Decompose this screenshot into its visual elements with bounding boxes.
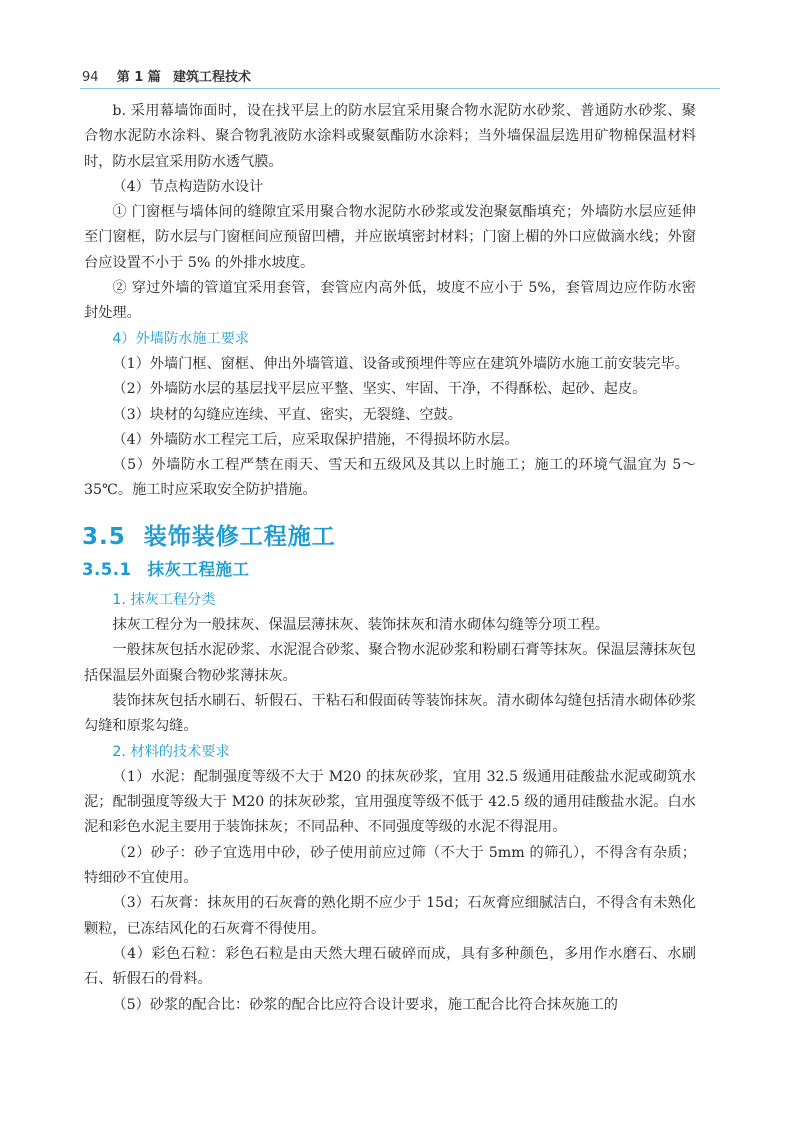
paragraph: （1）外墙门框、窗框、伸出外墙管道、设备或预埋件等应在建筑外墙防水施工前安装完毕。 — [112, 355, 689, 372]
subheading: 2. 材料的技术要求 — [112, 743, 230, 760]
page-number: 94 — [82, 70, 99, 85]
paragraph: （2）外墙防水层的基层找平层应平整、坚实、牢固、干净，不得酥松、起砂、起皮。 — [112, 381, 647, 398]
running-header — [82, 66, 251, 85]
subheading: 1. 抹灰工程分类 — [112, 591, 216, 608]
paragraph: （4）彩色石粒：彩色石粒是由天然大理石破碎而成，具有多种颜色，多用作水磨石、水刷石、斩假石的骨料。 — [84, 945, 696, 988]
part-title: 建筑工程技术 — [172, 70, 251, 85]
paragraph: ① 门窗框与墙体间的缝隙宜采用聚合物水泥防水砂浆或发泡聚氨酯填充；外墙防水层应延伸至门窗框，防水层与门窗框间应预留凹槽，并应嵌填密封材料；门窗上楣的外口应做滴水线；外窗台应设置不小于 5% 的外排水坡度。 — [84, 204, 696, 271]
section-number: 3.5 — [82, 523, 126, 550]
paragraph: （5）砂浆的配合比：砂浆的配合比应符合设计要求，施工配合比符合抹灰施工的 — [112, 996, 618, 1013]
subsection-number: 3.5.1 — [82, 559, 132, 579]
paragraph: 一般抹灰包括水泥砂浆、水泥混合砂浆、聚合物水泥砂浆和粉刷石膏等抹灰。保温层薄抹灰包括保温层外面聚合物砂浆薄抹灰。 — [84, 642, 696, 684]
paragraph: （4）节点构造防水设计 — [112, 178, 264, 195]
paragraph: b. 采用幕墙饰面时，设在找平层上的防水层宜采用聚合物水泥防水砂浆、普通防水砂浆、聚合物水泥防水涂料、聚合物乳液防水涂料或聚氨酯防水涂料；当外墙保温层选用矿物棉保温材料时，防水层宜采用防水透气膜。 — [84, 103, 696, 170]
part-label: 第 1 篇 — [116, 70, 161, 85]
body-text — [84, 99, 696, 1018]
section-title: 装饰装修工程施工 — [143, 523, 336, 550]
paragraph: ② 穿过外墙的管道宜采用套管，套管应内高外低，坡度不应小于 5%，套管周边应作防水密封处理。 — [84, 280, 696, 322]
paragraph: （4）外墙防水工程完工后，应采取保护措施，不得损坏防水层。 — [112, 431, 519, 448]
subsection-title: 抹灰工程施工 — [147, 559, 250, 579]
subheading: 4）外墙防水施工要求 — [112, 330, 250, 347]
paragraph: （1）水泥：配制强度等级不大于 M20 的抹灰砂浆，宜用 32.5 级通用硅酸盐水泥或砌筑水泥；配制强度等级大于 M20 的抹灰砂浆，宜用强度等级不低于 42.5 级的通用硅酸盐水泥。白水泥和彩色水泥主要用于装饰抹灰；不同品种、不同强度等级的水泥不得混用。 — [84, 768, 696, 836]
header-rule — [80, 88, 720, 89]
section-heading — [82, 522, 696, 552]
paragraph: （3）石灰膏：抹灰用的石灰膏的熟化期不应少于 15d；石灰膏应细腻洁白，不得含有未熟化颗粒，已冻结风化的石灰膏不得使用。 — [84, 895, 696, 937]
paragraph: （3）块材的勾缝应连续、平直、密实，无裂缝、空鼓。 — [112, 406, 462, 423]
paragraph: （5）外墙防水工程严禁在雨天、雪天和五级风及其以上时施工；施工的环境气温宜为 5～35℃。施工时应采取安全防护措施。 — [84, 457, 696, 499]
paragraph: 装饰抹灰包括水刷石、斩假石、干粘石和假面砖等装饰抹灰。清水砌体勾缝包括清水砌体砂浆勾缝和原浆勾缝。 — [84, 692, 696, 735]
paragraph: （2）砂子：砂子宜选用中砂，砂子使用前应过筛（不大于 5mm 的筛孔），不得含有杂质；特细砂不宜使用。 — [84, 844, 696, 887]
paragraph: 抹灰工程分为一般抹灰、保温层薄抹灰、装饰抹灰和清水砌体勾缝等分项工程。 — [112, 617, 609, 634]
subsection-heading — [82, 558, 696, 582]
